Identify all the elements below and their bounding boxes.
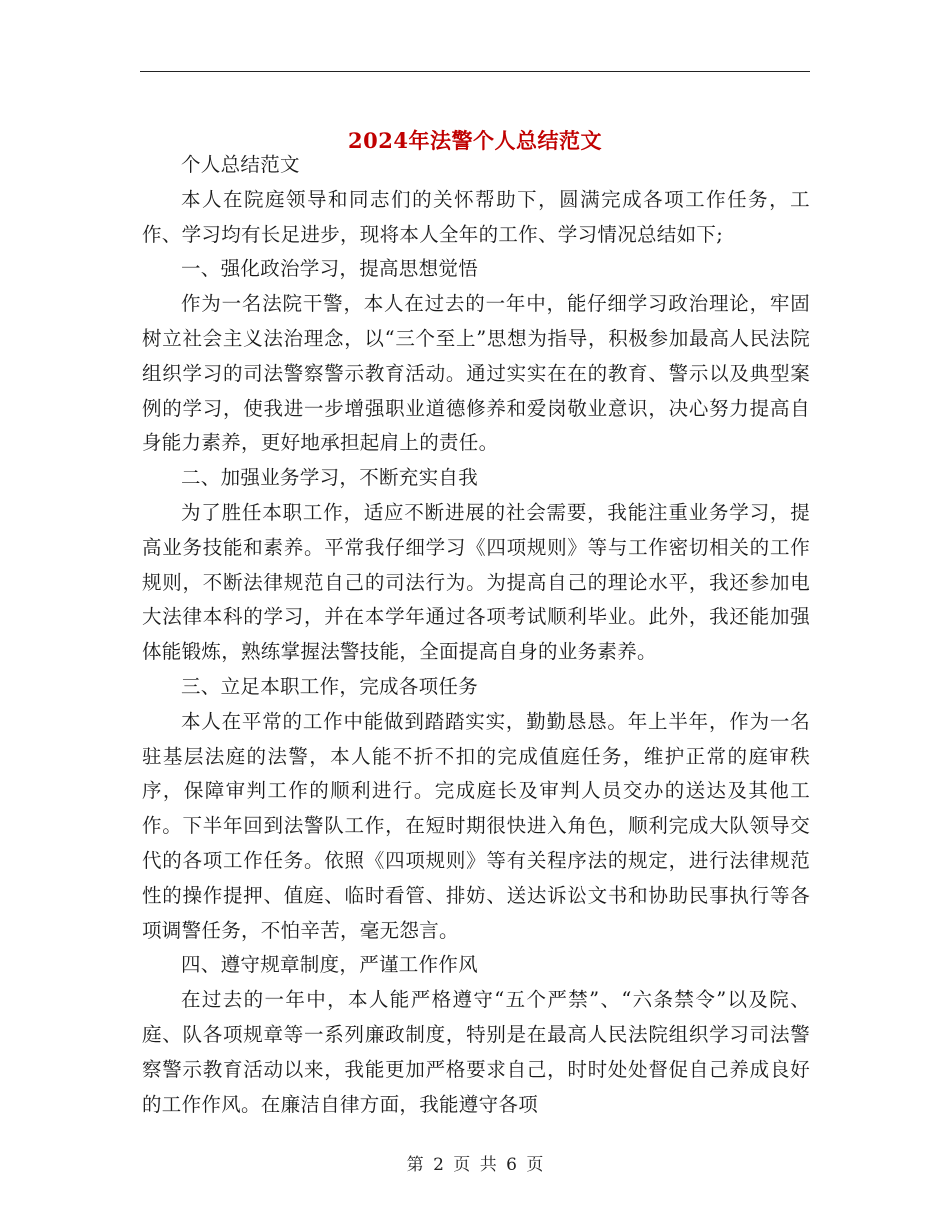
header-rule xyxy=(140,71,810,72)
paragraph-subtitle: 个人总结范文 xyxy=(181,153,300,176)
page-number: 第 2 页 共 6 页 xyxy=(406,1155,544,1175)
section-heading-4: 四、遵守规章制度，严谨工作作风 xyxy=(181,953,479,977)
paragraph-section-3: 本人在平常的工作中能做到踏踏实实，勤勤恳恳。年上半年，作为一名驻基层法庭的法警，本人能不折不扣的完成值庭任务，维护正常的庭审秩序，保障审判工作的顺利进行。完成庭长及审判人员交办的送达及其他工作。下半年回到法警队工作，在短时期很快进入角色，顺利完成大队领导交代的各项工作任务。依照《四项规则》等有关程序法的规定，进行法律规范性的操作提押、值庭、临时看管、排妨、送达诉讼文书和协助民事执行等各项调警任务，不怕辛苦，毫无怨言。 xyxy=(142,709,810,942)
paragraph-section-2: 为了胜任本职工作，适应不断进展的社会需要，我能注重业务学习，提高业务技能和素养。平常我仔细学习《四项规则》等与工作密切相关的工作规则，不断法律规范自己的司法行为。为提高自己的理论水平，我还参加电大法律本科的学习，并在本学年通过各项考试顺利毕业。此外，我还能加强体能锻炼，熟练掌握法警技能，全面提高自身的业务素养。 xyxy=(142,500,810,664)
document-title: 2024年法警个人总结范文 xyxy=(348,128,602,154)
section-heading-3: 三、立足本职工作，完成各项任务 xyxy=(181,674,479,698)
paragraph-intro: 本人在院庭领导和同志们的关怀帮助下，圆满完成各项工作任务，工作、学习均有长足进步，现将本人全年的工作、学习情况总结如下; xyxy=(142,187,810,246)
document-body xyxy=(142,148,810,1122)
paragraph-section-1: 作为一名法院干警，本人在过去的一年中，能仔细学习政治理论，牢固树立社会主义法治理念，以“三个至上”思想为指导，积极参加最高人民法院组织学习的司法警察警示教育活动。通过实实在在的教育、警示以及典型案例的学习，使我进一步增强职业道德修养和爱岗敬业意识，决心努力提高自身能力素养，更好地承担起肩上的责任。 xyxy=(142,292,810,455)
section-heading-2: 二、加强业务学习，不断充实自我 xyxy=(181,466,479,490)
section-heading-1: 一、强化政治学习，提高思想觉悟 xyxy=(181,257,479,281)
paragraph-section-4: 在过去的一年中，本人能严格遵守“五个严禁”、“六条禁令”以及院、庭、队各项规章等一系列廉政制度，特别是在最高人民法院组织学习司法警察警示教育活动以来，我能更加严格要求自己，时时处处督促自己养成良好的工作作风。在廉洁自律方面，我能遵守各项 xyxy=(142,988,810,1116)
